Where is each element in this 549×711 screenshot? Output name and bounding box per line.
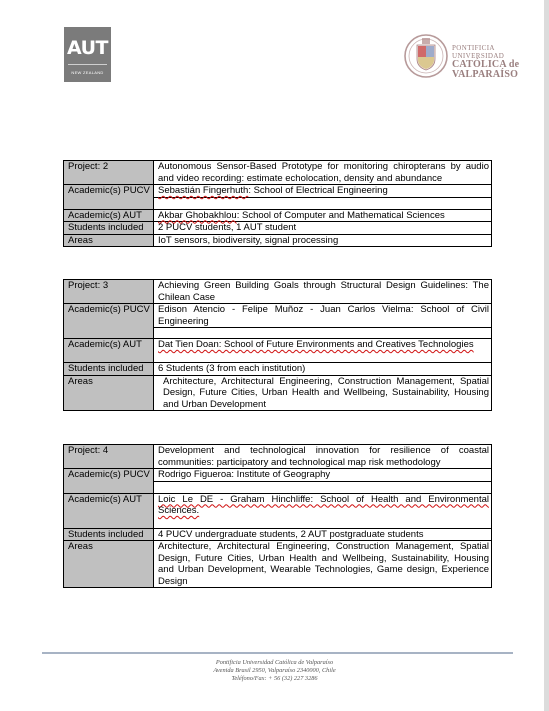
table-row [64,161,492,185]
aut-academic-name: Akbar Ghobakhlou [158,209,237,221]
project-table-3 [63,279,492,411]
areas-label: Areas [64,375,154,411]
project-table-2 [63,160,492,247]
project-title: Development and technological innovation for resilience of coastal communities: participatory and technological map risk methodology [154,445,492,469]
aut-logo-rule [68,64,107,65]
areas-value: IoT sensors, biodiversity, signal processing [154,234,492,247]
pucv-academics-value: Edison Atencio - Felipe Muñoz - Juan Carlos Vielma: School of Civil Engineering [154,304,492,328]
table-row [64,528,492,541]
students-label: Students included [64,222,154,235]
empty-cell [154,481,492,493]
areas-value: Architecture, Architectural Engineering, Construction Management, Spatial Design, Future Cities, Urban Health and Wellbeing, Sustainability, Housing and Urban Development [154,375,492,411]
table-row [64,222,492,235]
table-row [64,493,492,528]
pucv-academics-value: Rodrigo Figueroa: Institute of Geography [154,469,492,482]
table-row [64,209,492,222]
pucv-academics-label: Academic(s) PUCV [64,304,154,339]
table-row [64,280,492,304]
aut-logo-subtext: NEW ZEALAND [71,70,104,75]
project-table-4 [63,444,492,588]
aut-academics-label: Academic(s) AUT [64,339,154,363]
footer-divider [42,652,513,654]
pucv-line-4: VALPARAÍSO [452,69,519,80]
empty-cell [154,328,492,339]
project-title: Achieving Green Building Goals through Structural Design Guidelines: The Chilean Case [154,280,492,304]
table-row [64,363,492,376]
footer-line-2: Avenida Brasil 2950, Valparaíso 2340000, Chile [213,667,336,674]
pucv-academics-label: Academic(s) PUCV [64,185,154,210]
project-label: Project: 4 [64,445,154,469]
pucv-academics-value [154,185,492,198]
pucv-academic-school: : School of Electrical Engineering [248,185,388,196]
footer-line-1: Pontificia Universidad Católica de Valparaíso [215,659,334,666]
table-row [64,375,492,411]
page-edge [544,0,549,711]
pucv-academic-name: Sebastián Fingerhuth [158,185,249,196]
table-row [64,445,492,469]
project-label: Project: 3 [64,280,154,304]
aut-academic-school: : School of Computer and Mathematical Sciences [236,209,445,221]
students-value: 6 Students (3 from each institution) [154,363,492,376]
aut-academic-text: Loic Le DE - Graham Hinchliffe: School of Health and Environmental Sciences. [158,493,489,516]
pucv-wordmark [452,44,519,80]
pucv-academics-label: Academic(s) PUCV [64,469,154,494]
table-row [64,185,492,198]
pucv-line-2: UNIVERSIDAD [452,52,505,60]
project-label: Project: 2 [64,161,154,185]
areas-value: Architecture, Architectural Engineering, Construction Management, Spatial Design, Future Cities, Urban Health and Wellbeing, Sustainability, Housing and Urban Development, Wearable Technologies, Game design, Experience Design [154,541,492,588]
areas-label: Areas [64,234,154,247]
empty-cell [154,197,492,209]
students-label: Students included [64,363,154,376]
aut-logo [64,27,111,82]
aut-academics-value [154,493,492,528]
aut-academics-label: Academic(s) AUT [64,493,154,528]
students-label: Students included [64,528,154,541]
pucv-line-1: PONTIFICIA [452,44,495,52]
table-row [64,541,492,588]
footer-line-3: Teléfono/Fax: + 56 (32) 227 3286 [231,675,318,682]
aut-academics-value [154,339,492,363]
aut-academics-value [154,209,492,222]
table-row [64,469,492,482]
pucv-line-3: CATÓLICA de [452,59,520,70]
pucv-crest-icon [403,33,449,79]
table-row [64,234,492,247]
students-value: 4 PUCV undergraduate students, 2 AUT postgraduate students [154,528,492,541]
project-title: Autonomous Sensor-Based Prototype for monitoring chiropterans by audio and video recording: estimate echolocation, density and abundance [154,161,492,185]
table-row [64,304,492,328]
aut-logo-text: AUT [66,37,108,59]
students-value: 2 PUCV students, 1 AUT student [154,222,492,235]
aut-academic-text: Dat Tien Doan: School of Future Environments and Creatives Technologies [158,339,474,350]
areas-label: Areas [64,541,154,588]
table-row [64,339,492,363]
aut-academics-label: Academic(s) AUT [64,209,154,222]
